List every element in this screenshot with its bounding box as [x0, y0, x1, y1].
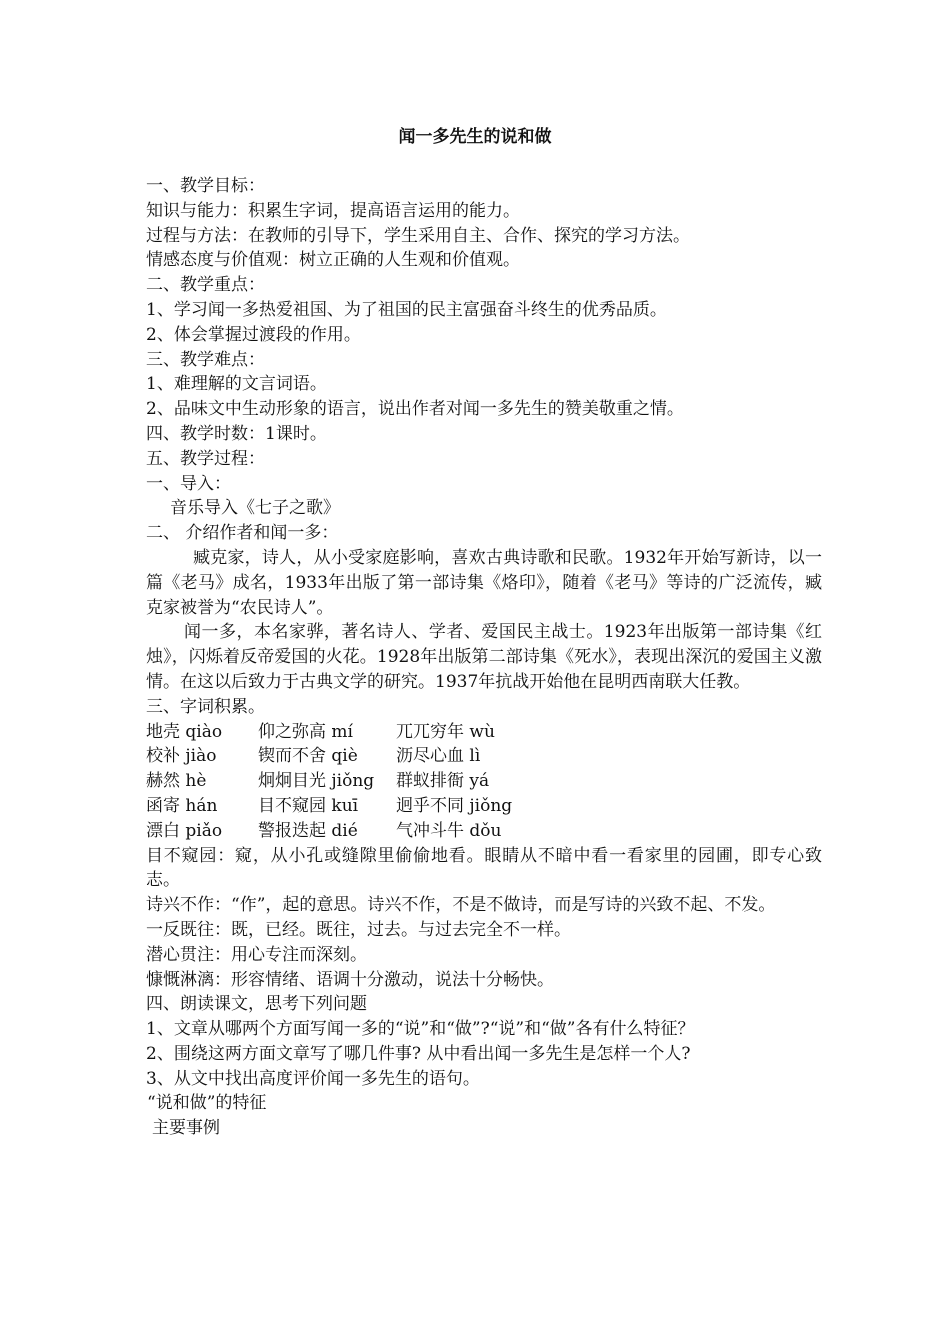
- section-heading: 四、朗读课文，思考下列问题: [146, 994, 367, 1015]
- vocab-row: [146, 720, 822, 745]
- vocab-word: 沥尽心血 lì: [396, 746, 481, 767]
- vocab-word: 兀兀穷年 wù: [396, 721, 495, 742]
- document-body: [146, 174, 822, 1141]
- vocab-word: 群蚁排衙 yá: [396, 771, 490, 792]
- vocab-word: 校补 jiào: [146, 746, 217, 767]
- vocab-word: 气冲斗牛 dǒu: [396, 820, 502, 841]
- vocab-row: [146, 819, 822, 844]
- table-label: 主要事例: [152, 1118, 220, 1139]
- section-heading: 二、教学重点：: [146, 275, 265, 296]
- vocab-word: 漂白 piǎo: [146, 820, 223, 841]
- table-label: “说和做”的特征: [147, 1093, 267, 1114]
- paragraph: 音乐导入《七子之歌》: [170, 498, 340, 519]
- vocab-word: 目不窥园 kuī: [258, 795, 359, 816]
- definition-paragraph: 一反既往：既，已经。既往，过去。与过去完全不一样。: [146, 919, 571, 940]
- paragraph: 情感态度与价值观：树立正确的人生观和价值观。: [146, 250, 520, 271]
- vocab-word: 迥乎不同 jiǒng: [396, 795, 513, 816]
- paragraph: 1、难理解的文言词语。: [146, 374, 327, 395]
- vocab-word: 地壳 qiào: [146, 721, 223, 742]
- section-heading: 五、教学过程：: [146, 448, 265, 469]
- question-item: 3、从文中找出高度评价闻一多先生的语句。: [146, 1068, 480, 1089]
- paragraph: 2、体会掌握过渡段的作用。: [146, 324, 361, 345]
- vocab-row: [146, 769, 822, 794]
- definition-paragraph: 目不窥园：窥，从小孔或缝隙里偷偷地看。眼睛从不暗中看一看家里的园圃，即专心致志。: [146, 845, 822, 891]
- paragraph: 1、学习闻一多热爱祖国、为了祖国的民主富强奋斗终生的优秀品质。: [146, 299, 667, 320]
- section-heading: 一、导入：: [146, 473, 231, 494]
- document-title: 闻一多先生的说和做: [398, 127, 552, 147]
- vocab-word: 仰之弥高 mí: [258, 721, 353, 742]
- wen-yiduo-intro-paragraph: 闻一多，本名家骅，著名诗人、学者、爱国民主战士。1923年出版第一部诗集《红烛》，闪烁着反帝爱国的火花。1928年出版第二部诗集《死水》，表现出深沉的爱国主义激情。在这以后致力于古典文学的研究。1937年抗战开始他在昆明西南联大任教。: [146, 622, 822, 692]
- vocab-word: 锲而不舍 qiè: [258, 746, 358, 767]
- section-heading: 三、教学难点：: [146, 349, 265, 370]
- vocab-word: 炯炯目光 jiǒng: [258, 771, 375, 792]
- definition-paragraph: 潜心贯注：用心专注而深刻。: [146, 944, 367, 965]
- vocab-row: [146, 794, 822, 819]
- section-heading: 二、 介绍作者和闻一多：: [146, 523, 339, 544]
- paragraph: 2、品味文中生动形象的语言，说出作者对闻一多先生的赞美敬重之情。: [146, 399, 684, 420]
- vocab-row: [146, 744, 822, 769]
- section-heading: 四、教学时数：1课时。: [146, 423, 327, 444]
- paragraph: 知识与能力：积累生字词，提高语言运用的能力。: [146, 200, 520, 221]
- vocab-word: 警报迭起 dié: [258, 820, 358, 841]
- paragraph: 过程与方法：在教师的引导下，学生采用自主、合作、探究的学习方法。: [146, 225, 690, 246]
- section-heading: 三、字词积累。: [146, 696, 265, 717]
- vocab-word: 赫然 hè: [146, 771, 207, 792]
- question-item: 2、围绕这两方面文章写了哪几件事? 从中看出闻一多先生是怎样一个人?: [146, 1043, 691, 1064]
- question-item: 1、文章从哪两个方面写闻一多的“说”和“做”?“说”和“做”各有什么特征？: [146, 1019, 695, 1040]
- vocab-word: 函寄 hán: [146, 795, 218, 816]
- section-heading: 一、教学目标：: [146, 176, 265, 196]
- definition-paragraph: 慷慨淋漓：形容情绪、语调十分激动，说法十分畅快。: [146, 969, 554, 990]
- definition-paragraph: 诗兴不作：“作”，起的意思。诗兴不作，不是不做诗，而是写诗的兴致不起、不发。: [146, 895, 776, 916]
- author-intro-paragraph: 臧克家，诗人，从小受家庭影响，喜欢古典诗歌和民歌。1932年开始写新诗，以一篇《老马》成名，1933年出版了第一部诗集《烙印》，随着《老马》等诗的广泛流传，臧克家被誉为“农民诗人”。: [146, 547, 822, 618]
